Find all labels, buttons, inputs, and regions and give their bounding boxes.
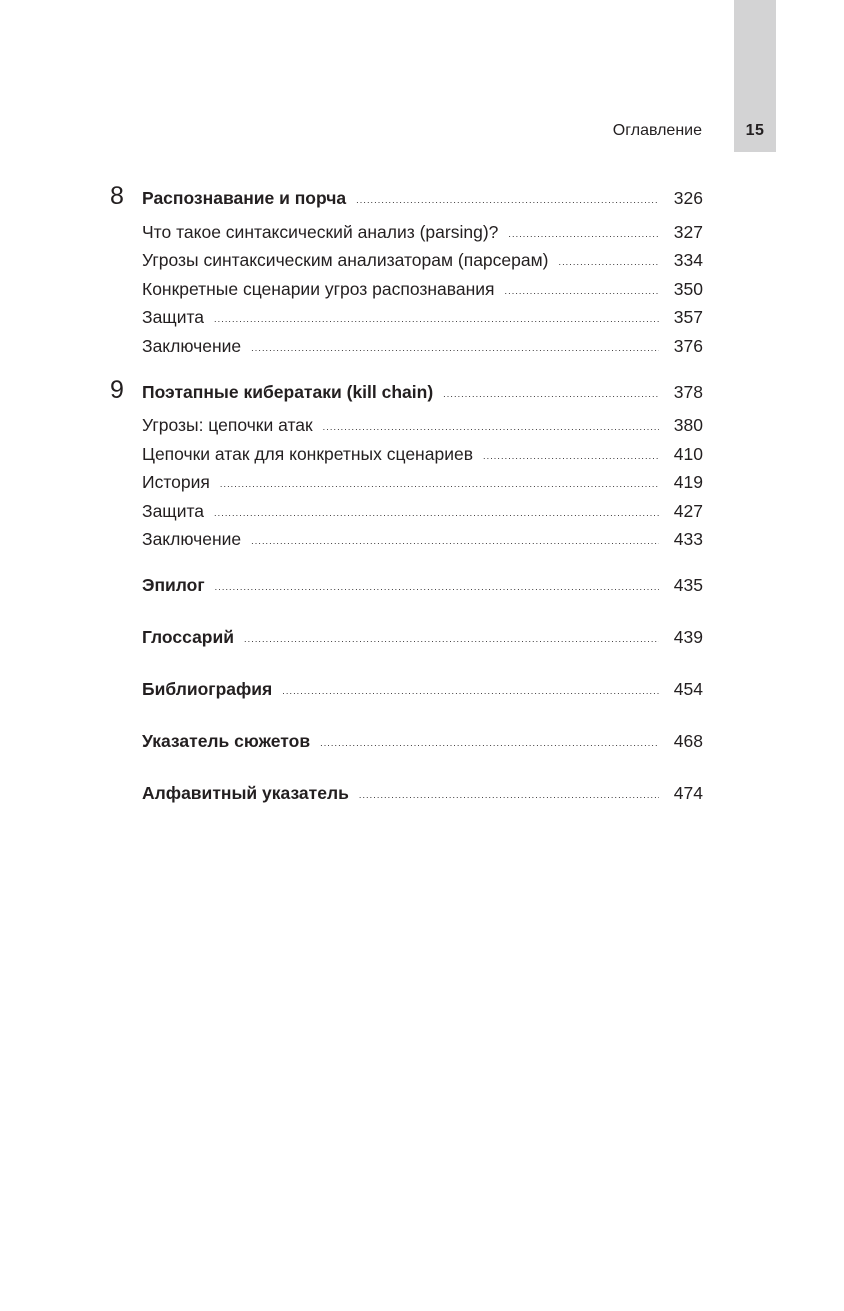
toc-entry-page: 378 bbox=[673, 382, 703, 402]
dot-leader bbox=[251, 336, 659, 360]
dot-leader bbox=[323, 415, 659, 439]
toc-entry-title: Угрозы синтаксическим анализаторам (парсерам) bbox=[142, 250, 549, 270]
toc-entry-page: 410 bbox=[673, 444, 703, 464]
toc-entry-page: 427 bbox=[673, 501, 703, 521]
toc-backmatter-entry[interactable] bbox=[142, 677, 703, 701]
toc-chapter-entry[interactable] bbox=[142, 380, 703, 404]
toc-entry-title: Заключение bbox=[142, 529, 242, 549]
toc-entry-page: 435 bbox=[673, 575, 703, 595]
toc-entry-title: Библиография bbox=[142, 679, 273, 699]
dot-leader bbox=[251, 529, 659, 553]
toc-entry-title: Цепочки атак для конкретных сценариев bbox=[142, 444, 473, 464]
toc-entry-title: Что такое синтаксический анализ (parsing)? bbox=[142, 222, 499, 242]
dot-leader bbox=[483, 444, 659, 468]
toc-section-entry[interactable] bbox=[142, 470, 703, 494]
toc-backmatter-entry[interactable] bbox=[142, 625, 703, 649]
dot-leader bbox=[214, 307, 659, 331]
dot-leader bbox=[508, 222, 659, 246]
toc-section-entry[interactable] bbox=[142, 499, 703, 523]
toc-entry-title: Поэтапные кибератаки (kill chain) bbox=[142, 382, 434, 402]
page-number: 15 bbox=[745, 122, 765, 139]
dot-leader bbox=[220, 472, 659, 496]
toc-entry-title: Указатель сюжетов bbox=[142, 731, 311, 751]
dot-leader bbox=[505, 279, 659, 303]
toc-entry-title: Заключение bbox=[142, 336, 242, 356]
running-head: Оглавление bbox=[612, 122, 702, 139]
toc-entry-title: Угрозы: цепочки атак bbox=[142, 415, 313, 435]
toc-section-entry[interactable] bbox=[142, 220, 703, 244]
toc-entry-title: История bbox=[142, 472, 210, 492]
toc-entry-page: 439 bbox=[673, 627, 703, 647]
toc-chapter-entry[interactable] bbox=[142, 186, 703, 210]
dot-leader bbox=[359, 783, 659, 807]
dot-leader bbox=[282, 679, 659, 703]
toc-entry-title: Алфавитный указатель bbox=[142, 783, 349, 803]
dot-leader bbox=[244, 627, 659, 651]
toc-backmatter-entry[interactable] bbox=[142, 573, 703, 597]
toc-backmatter-entry[interactable] bbox=[142, 781, 703, 805]
toc-entry-page: 419 bbox=[673, 472, 703, 492]
toc-entry-page: 327 bbox=[673, 222, 703, 242]
dot-leader bbox=[558, 250, 659, 274]
dot-leader bbox=[443, 382, 659, 406]
toc-section-entry[interactable] bbox=[142, 413, 703, 437]
dot-leader bbox=[320, 731, 659, 755]
toc-entry-page: 454 bbox=[673, 679, 703, 699]
toc-entry-page: 380 bbox=[673, 415, 703, 435]
toc-backmatter-entry[interactable] bbox=[142, 729, 703, 753]
toc-section-entry[interactable] bbox=[142, 277, 703, 301]
toc-section-entry[interactable] bbox=[142, 442, 703, 466]
dot-leader bbox=[356, 188, 659, 212]
toc-entry-page: 474 bbox=[673, 783, 703, 803]
toc-entry-title: Эпилог bbox=[142, 575, 205, 595]
toc-entry-page: 357 bbox=[673, 307, 703, 327]
toc-entry-page: 334 bbox=[673, 250, 703, 270]
toc-entry-page: 326 bbox=[673, 188, 703, 208]
dot-leader bbox=[214, 501, 659, 525]
toc-section-entry[interactable] bbox=[142, 248, 703, 272]
toc-section-entry[interactable] bbox=[142, 305, 703, 329]
toc-entry-title: Глоссарий bbox=[142, 627, 235, 647]
toc-entry-title: Конкретные сценарии угроз распознавания bbox=[142, 279, 495, 299]
toc-section-entry[interactable] bbox=[142, 334, 703, 358]
toc-entry-page: 468 bbox=[673, 731, 703, 751]
toc-entry-title: Защита bbox=[142, 501, 205, 521]
toc-entry-page: 433 bbox=[673, 529, 703, 549]
chapter-number: 8 bbox=[110, 182, 124, 210]
toc-entry-title: Распознавание и порча bbox=[142, 188, 347, 208]
toc-entry-page: 376 bbox=[673, 336, 703, 356]
dot-leader bbox=[215, 575, 659, 599]
toc-entry-page: 350 bbox=[673, 279, 703, 299]
toc-entry-title: Защита bbox=[142, 307, 205, 327]
chapter-number: 9 bbox=[110, 376, 124, 404]
toc-section-entry[interactable] bbox=[142, 527, 703, 551]
